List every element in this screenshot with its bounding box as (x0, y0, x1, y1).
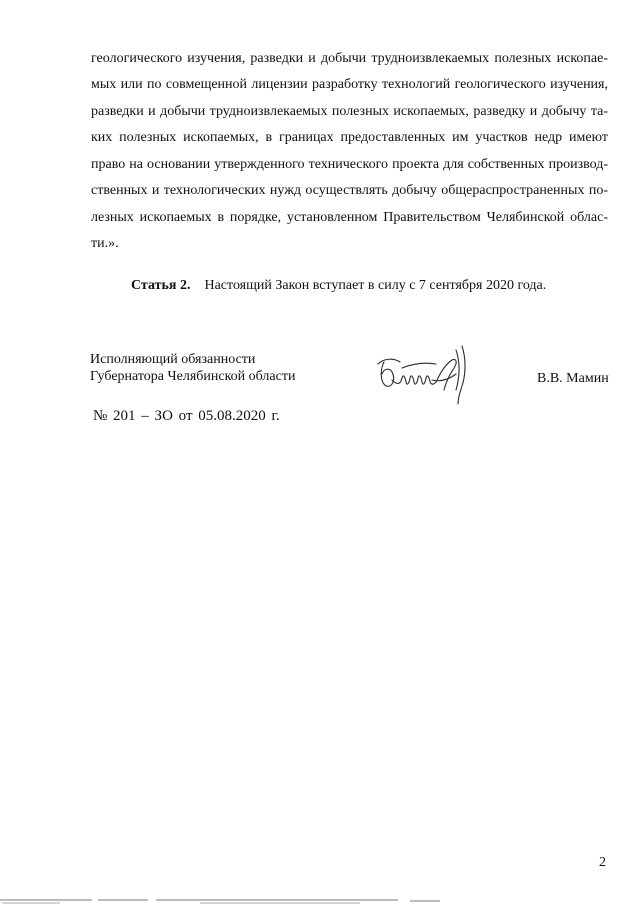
signatory-title-line-2: Губернатора Челябинской области (90, 369, 296, 384)
body-line-2: мых или по совмещенной лицензии разработку технологий геологического изучения, (91, 77, 608, 92)
body-line-1: геологического изучения, разведки и добычи трудноизвлекаемых полезных ископае- (91, 51, 608, 66)
signatory-name: В.В. Мамин (537, 371, 609, 386)
article-label: Статья 2. (131, 278, 191, 293)
body-line-4: ких полезных ископаемых, в границах предоставленных им участков недр имеют (91, 130, 608, 145)
body-line-8: ти.». (91, 236, 119, 251)
body-line-5: право на основании утвержденного технического проекта для собственных производ- (91, 157, 608, 172)
page-number: 2 (599, 855, 606, 870)
body-line-7: лезных ископаемых в порядке, установленном Правительством Челябинской облас- (91, 210, 608, 225)
law-number: № 201 – ЗО от 05.08.2020 г. (93, 408, 280, 424)
handwritten-signature (372, 340, 482, 410)
signatory-title-line-1: Исполняющий обязанности (90, 352, 256, 367)
body-line-6: ственных и технологических нужд осуществлять добычу общераспространенных по- (91, 183, 608, 198)
body-line-3: разведки и добычи трудноизвлекаемых полезных ископаемых, разведку и добычу та- (91, 104, 608, 119)
scan-edge-marks (0, 897, 640, 905)
article-2 (131, 278, 546, 294)
article-text: Настоящий Закон вступает в силу с 7 сентября 2020 года. (204, 278, 547, 293)
